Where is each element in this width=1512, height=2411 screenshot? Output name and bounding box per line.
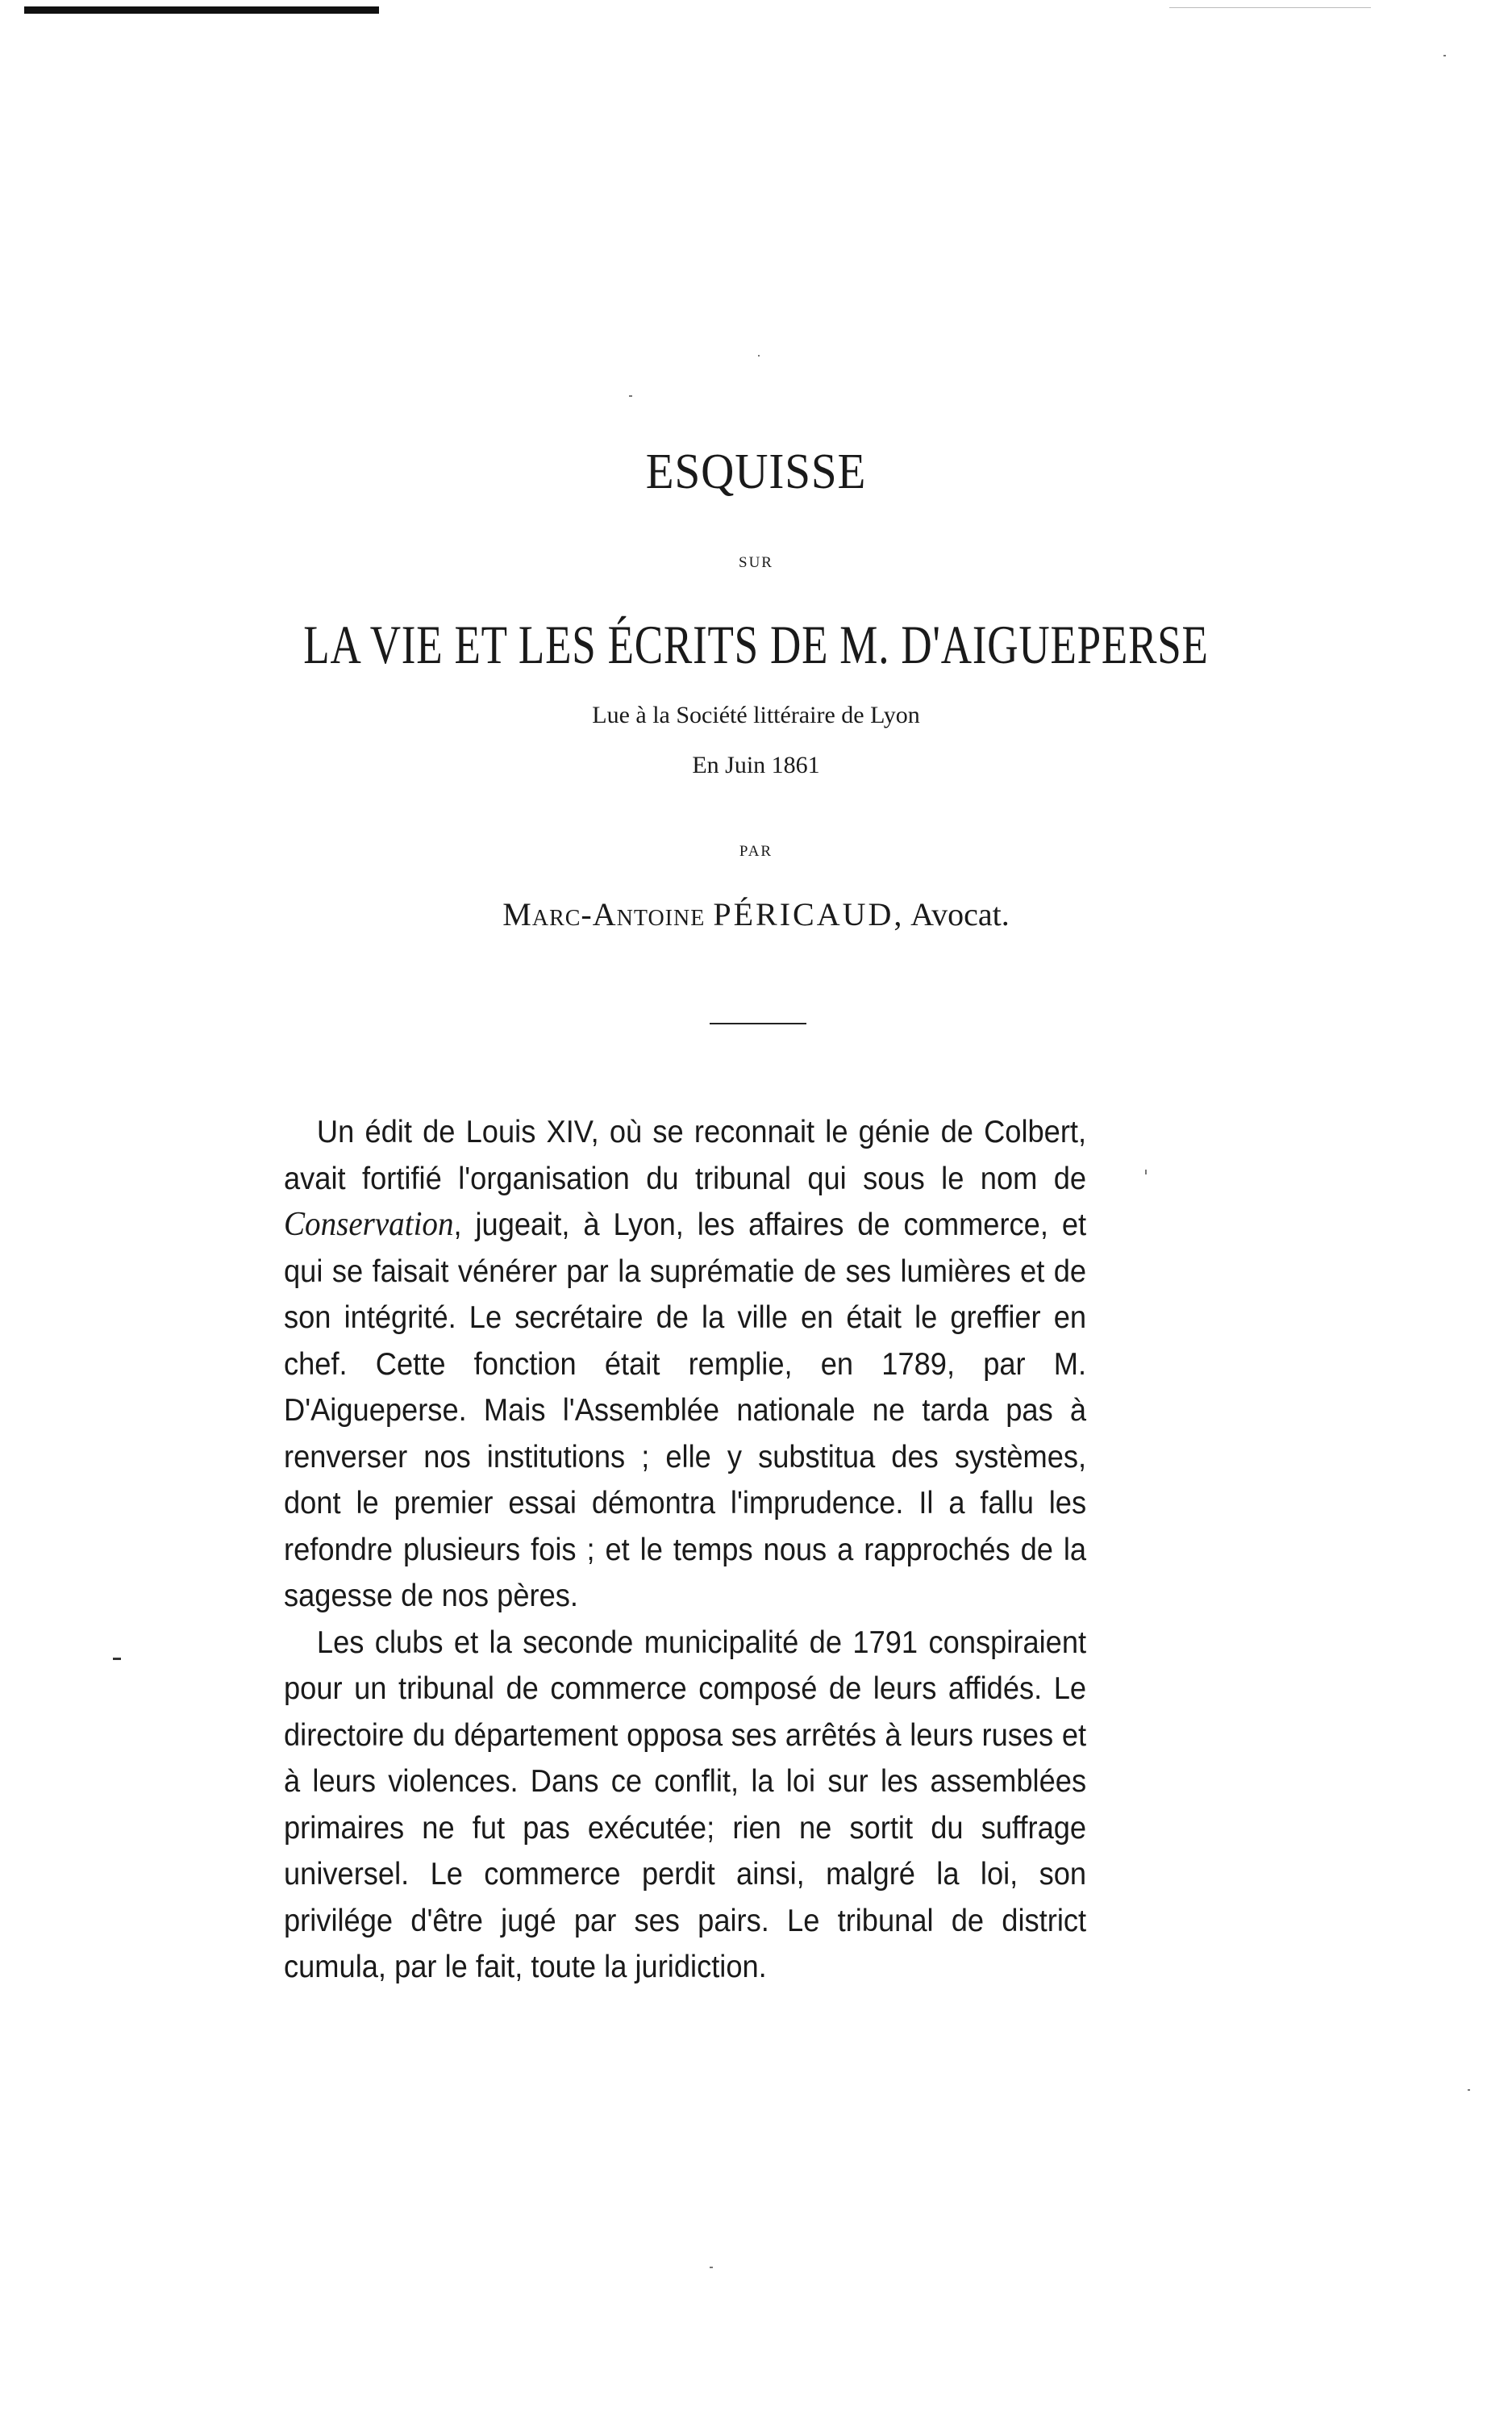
author-profession: Avocat. <box>910 896 1010 932</box>
speck <box>710 2267 713 2268</box>
speck <box>629 395 632 397</box>
reading-venue: Lue à la Société littéraire de Lyon <box>592 702 920 728</box>
title-connector-sur: SUR <box>739 554 773 571</box>
byline-connector-par: PAR <box>739 843 773 860</box>
page-subtitle: LA VIE ET LES ÉCRITS DE M. D'AIGUEPERSE <box>303 614 1209 675</box>
body-text <box>284 1109 1086 1991</box>
author-first-names: Marc-Antoine <box>502 896 706 932</box>
section-divider <box>710 1023 806 1024</box>
paragraph-2: Les clubs et la seconde municipalité de 1791 conspiraient pour un tribunal de commerce composé de leurs affidés. Le directoire du département opposa ses arrêtés à leurs ruses et à leurs violences. Dans ce conflit, la loi sur les assemblées primaires ne fut pas exécutée; rien ne sortit du suffrage universel. Le commerce perdit ainsi, malgré la loi, son privilége d'être jugé par ses pairs. Le tribunal de district cumula, par le fait, toute la juridiction. <box>284 1625 1087 1984</box>
scan-edge-faint-line <box>1169 7 1371 8</box>
paragraph-1-start: Un édit de Louis XIV, où se reconnait le génie de Colbert, avait fortifié l'organisation du tribunal qui sous le nom de <box>284 1115 1087 1196</box>
speck <box>758 355 760 357</box>
speck <box>1145 1170 1147 1174</box>
author-line <box>0 895 1512 933</box>
author-surname: PÉRICAUD, <box>713 896 905 932</box>
reading-date: En Juin 1861 <box>692 752 820 778</box>
speck <box>113 1658 121 1660</box>
speck <box>1468 2089 1470 2091</box>
page-title: ESQUISSE <box>645 444 867 499</box>
paragraph-1 <box>284 1109 1086 1620</box>
speck <box>1443 55 1446 56</box>
scan-edge-mark <box>24 6 379 14</box>
paragraph-1-end: , jugeait, à Lyon, les affaires de commerce, et qui se faisait vénérer par la suprématie de ses lumières et de son intégrité. Le secrétaire de la ville en était le greffier en chef. Cette fonction était remplie, en 1789, par M. D'Aigueperse. Mais l'Assemblée nationale ne tarda pas à renverser nos institutions ; elle y substitua des systèmes, dont le premier essai démontra l'imprudence. Il a fallu les refondre plusieurs fois ; et le temps nous a rapprochés de la sagesse de nos pères. <box>284 1208 1087 1613</box>
paragraph-1-italic-term: Conservation <box>284 1206 454 1243</box>
